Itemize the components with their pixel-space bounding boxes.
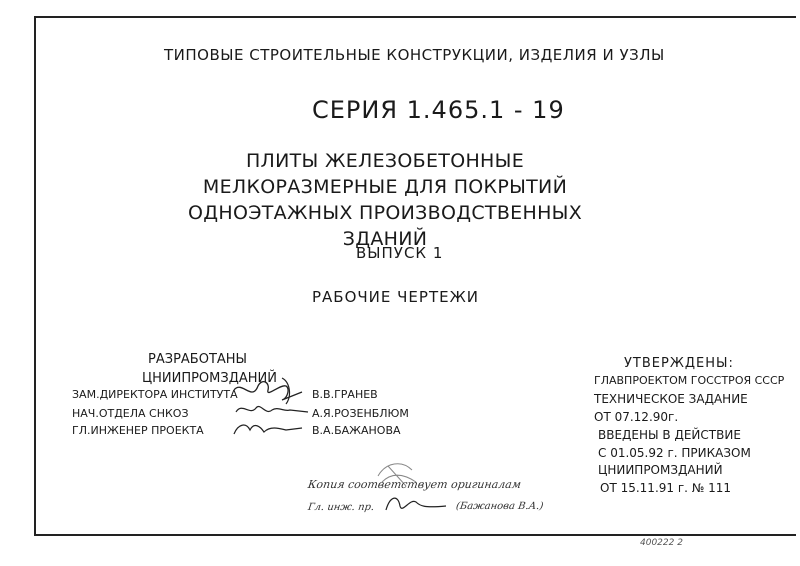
copy-note: Копия соответствует оригиналам bbox=[307, 478, 522, 491]
approval-line: ОТ 07.12.90г. bbox=[594, 410, 679, 424]
staff-name: В.А.БАЖАНОВА bbox=[312, 424, 401, 437]
staff-position: НАЧ.ОТДЕЛА СНКОЗ bbox=[72, 407, 189, 420]
drawings-label: РАБОЧИЕ ЧЕРТЕЖИ bbox=[312, 288, 479, 306]
staff-name: В.В.ГРАНЕВ bbox=[312, 388, 378, 401]
approval-line: ВВЕДЕНЫ В ДЕЙСТВИЕ bbox=[598, 428, 741, 442]
developer-organization: ЦНИИПРОМЗДАНИЙ bbox=[142, 371, 277, 386]
staff-position: ГЛ.ИНЖЕНЕР ПРОЕКТА bbox=[72, 424, 204, 437]
issue-number: ВЫПУСК 1 bbox=[356, 244, 444, 262]
approval-line: С 01.05.92 г. ПРИКАЗОМ bbox=[598, 446, 751, 460]
staff-name: А.Я.РОЗЕНБЛЮМ bbox=[312, 407, 409, 420]
approval-line: ЦНИИПРОМЗДАНИЙ bbox=[598, 463, 723, 477]
series-number: СЕРИЯ 1.465.1 - 19 bbox=[312, 96, 565, 124]
approved-label: УТВЕРЖДЕНЫ: bbox=[624, 356, 734, 371]
developed-label: РАЗРАБОТАНЫ bbox=[148, 352, 248, 367]
copy-note-name: (Бажанова В.А.) bbox=[455, 501, 545, 512]
approval-line: ОТ 15.11.91 г. № 111 bbox=[600, 481, 731, 495]
footer-code: 400222 2 bbox=[640, 538, 683, 548]
approval-line: ГЛАВПРОЕКТОМ ГОССТРОЯ СССР bbox=[594, 374, 785, 387]
approval-line: ТЕХНИЧЕСКОЕ ЗАДАНИЕ bbox=[594, 392, 748, 406]
signatures-image bbox=[228, 376, 312, 440]
staff-position: ЗАМ.ДИРЕКТОРА ИНСТИТУТА bbox=[72, 388, 238, 401]
copy-signature-image bbox=[380, 490, 450, 518]
document-title: ПЛИТЫ ЖЕЛЕЗОБЕТОННЫЕ МЕЛКОРАЗМЕРНЫЕ ДЛЯ ПОКРЫТИЙ ОДНОЭТАЖНЫХ ПРОИЗВОДСТВЕННЫХ ЗДАНИЙ bbox=[187, 150, 583, 250]
series-heading: ТИПОВЫЕ СТРОИТЕЛЬНЫЕ КОНСТРУКЦИИ, ИЗДЕЛИЯ И УЗЛЫ bbox=[164, 46, 665, 64]
copy-note-engineer: Гл. инж. пр. bbox=[307, 502, 375, 513]
